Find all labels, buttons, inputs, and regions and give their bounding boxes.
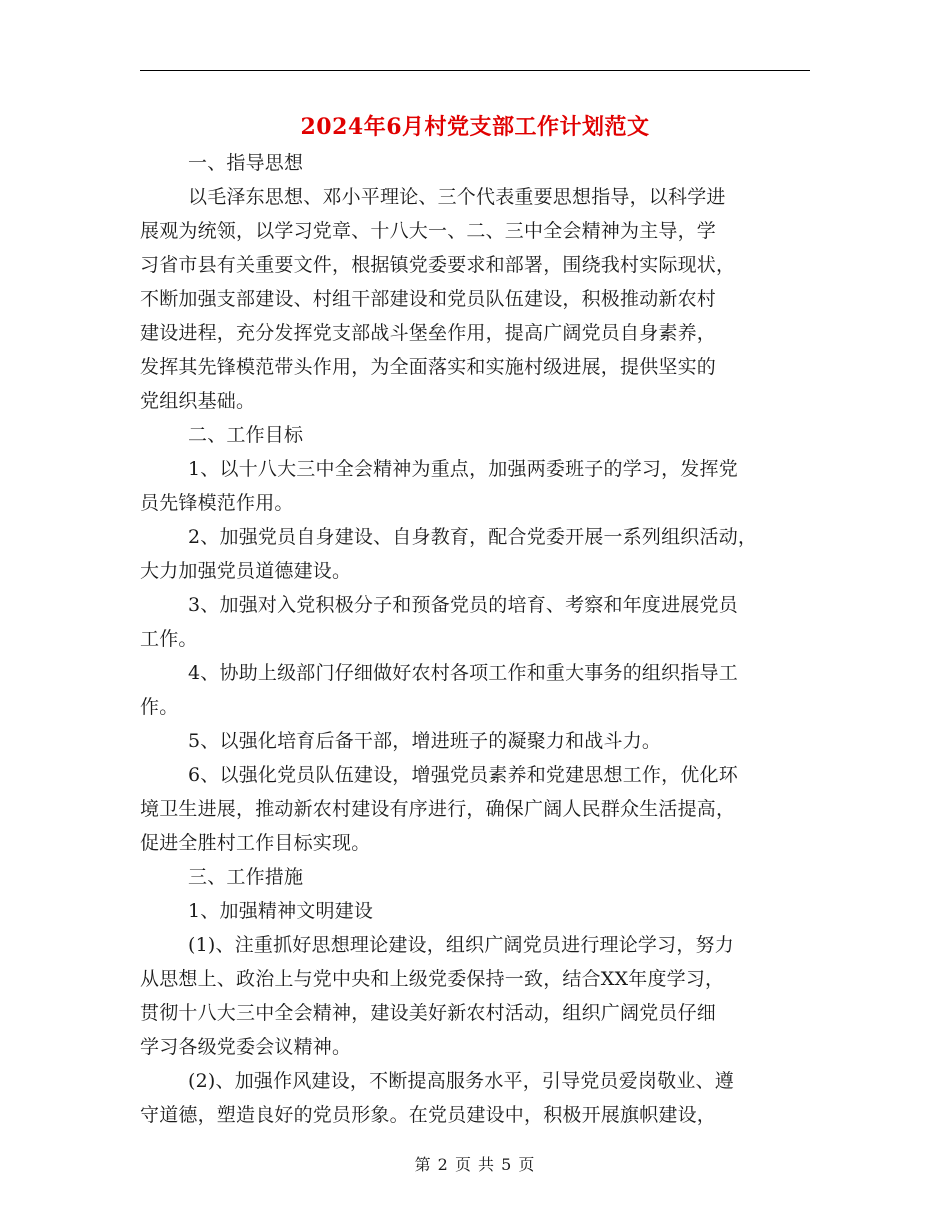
text-line: 作。 [140,696,179,718]
text-line: 境卫生进展，推动新农村建设有序进行，确保广阔人民群众生活提高， [140,798,736,820]
text-line: 守道德，塑造良好的党员形象。在党员建设中，积极开展旗帜建设， [140,1104,717,1126]
text-line: 1、以十八大三中全会精神为重点，加强两委班子的学习，发挥党 [188,458,738,480]
text-line: 6、以强化党员队伍建设，增强党员素养和党建思想工作，优化环 [188,764,738,786]
text-line: 3、加强对入党积极分子和预备党员的培育、考察和年度进展党员 [188,594,738,616]
text-line: 建设进程，充分发挥党支部战斗堡垒作用，提高广阔党员自身素养， [140,322,717,344]
text-line: (1)、注重抓好思想理论建设，组织广阔党员进行理论学习，努力 [188,934,734,956]
text-line: (2)、加强作风建设，不断提高服务水平，引导党员爱岗敬业、遵 [188,1070,734,1092]
text-line: 发挥其先锋模范带头作用，为全面落实和实施村级进展，提供坚实的 [140,356,717,378]
text-line: 5、以强化培育后备干部，增进班子的凝聚力和战斗力。 [188,730,662,752]
text-line: 大力加强党员道德建设。 [140,560,352,582]
text-line: 贯彻十八大三中全会精神，建设美好新农村活动，组织广阔党员仔细 [140,1002,717,1024]
text-line: 员先锋模范作用。 [140,492,294,514]
text-line: 三、工作措施 [188,866,304,888]
text-line: 展观为统领，以学习党章、十八大一、二、三中全会精神为主导，学 [140,220,717,242]
text-line: 1、加强精神文明建设 [188,900,374,922]
text-line: 不断加强支部建设、村组干部建设和党员队伍建设，积极推动新农村 [140,288,717,310]
text-line: 从思想上、政治上与党中央和上级党委保持一致，结合XX年度学习， [140,968,725,990]
text-line: 二、工作目标 [188,424,304,446]
text-line: 习省市县有关重要文件，根据镇党委要求和部署，围绕我村实际现状， [140,254,736,276]
text-line: 以毛泽东思想、邓小平理论、三个代表重要思想指导，以科学进 [188,186,726,208]
text-line: 党组织基础。 [140,390,256,412]
text-line: 4、协助上级部门仔细做好农村各项工作和重大事务的组织指导工 [188,662,738,684]
text-line: 工作。 [140,628,198,650]
header-rule [140,70,810,71]
text-line: 学习各级党委会议精神。 [140,1036,352,1058]
text-line: 一、指导思想 [188,152,304,174]
document-body [140,146,810,1132]
document-title: 2024年6月村党支部工作计划范文 [300,114,650,140]
text-line: 促进全胜村工作目标实现。 [140,832,371,854]
text-line: 2、加强党员自身建设、自身教育，配合党委开展一系列组织活动， [188,526,758,548]
page-footer: 第 2 页 共 5 页 [414,1155,536,1174]
